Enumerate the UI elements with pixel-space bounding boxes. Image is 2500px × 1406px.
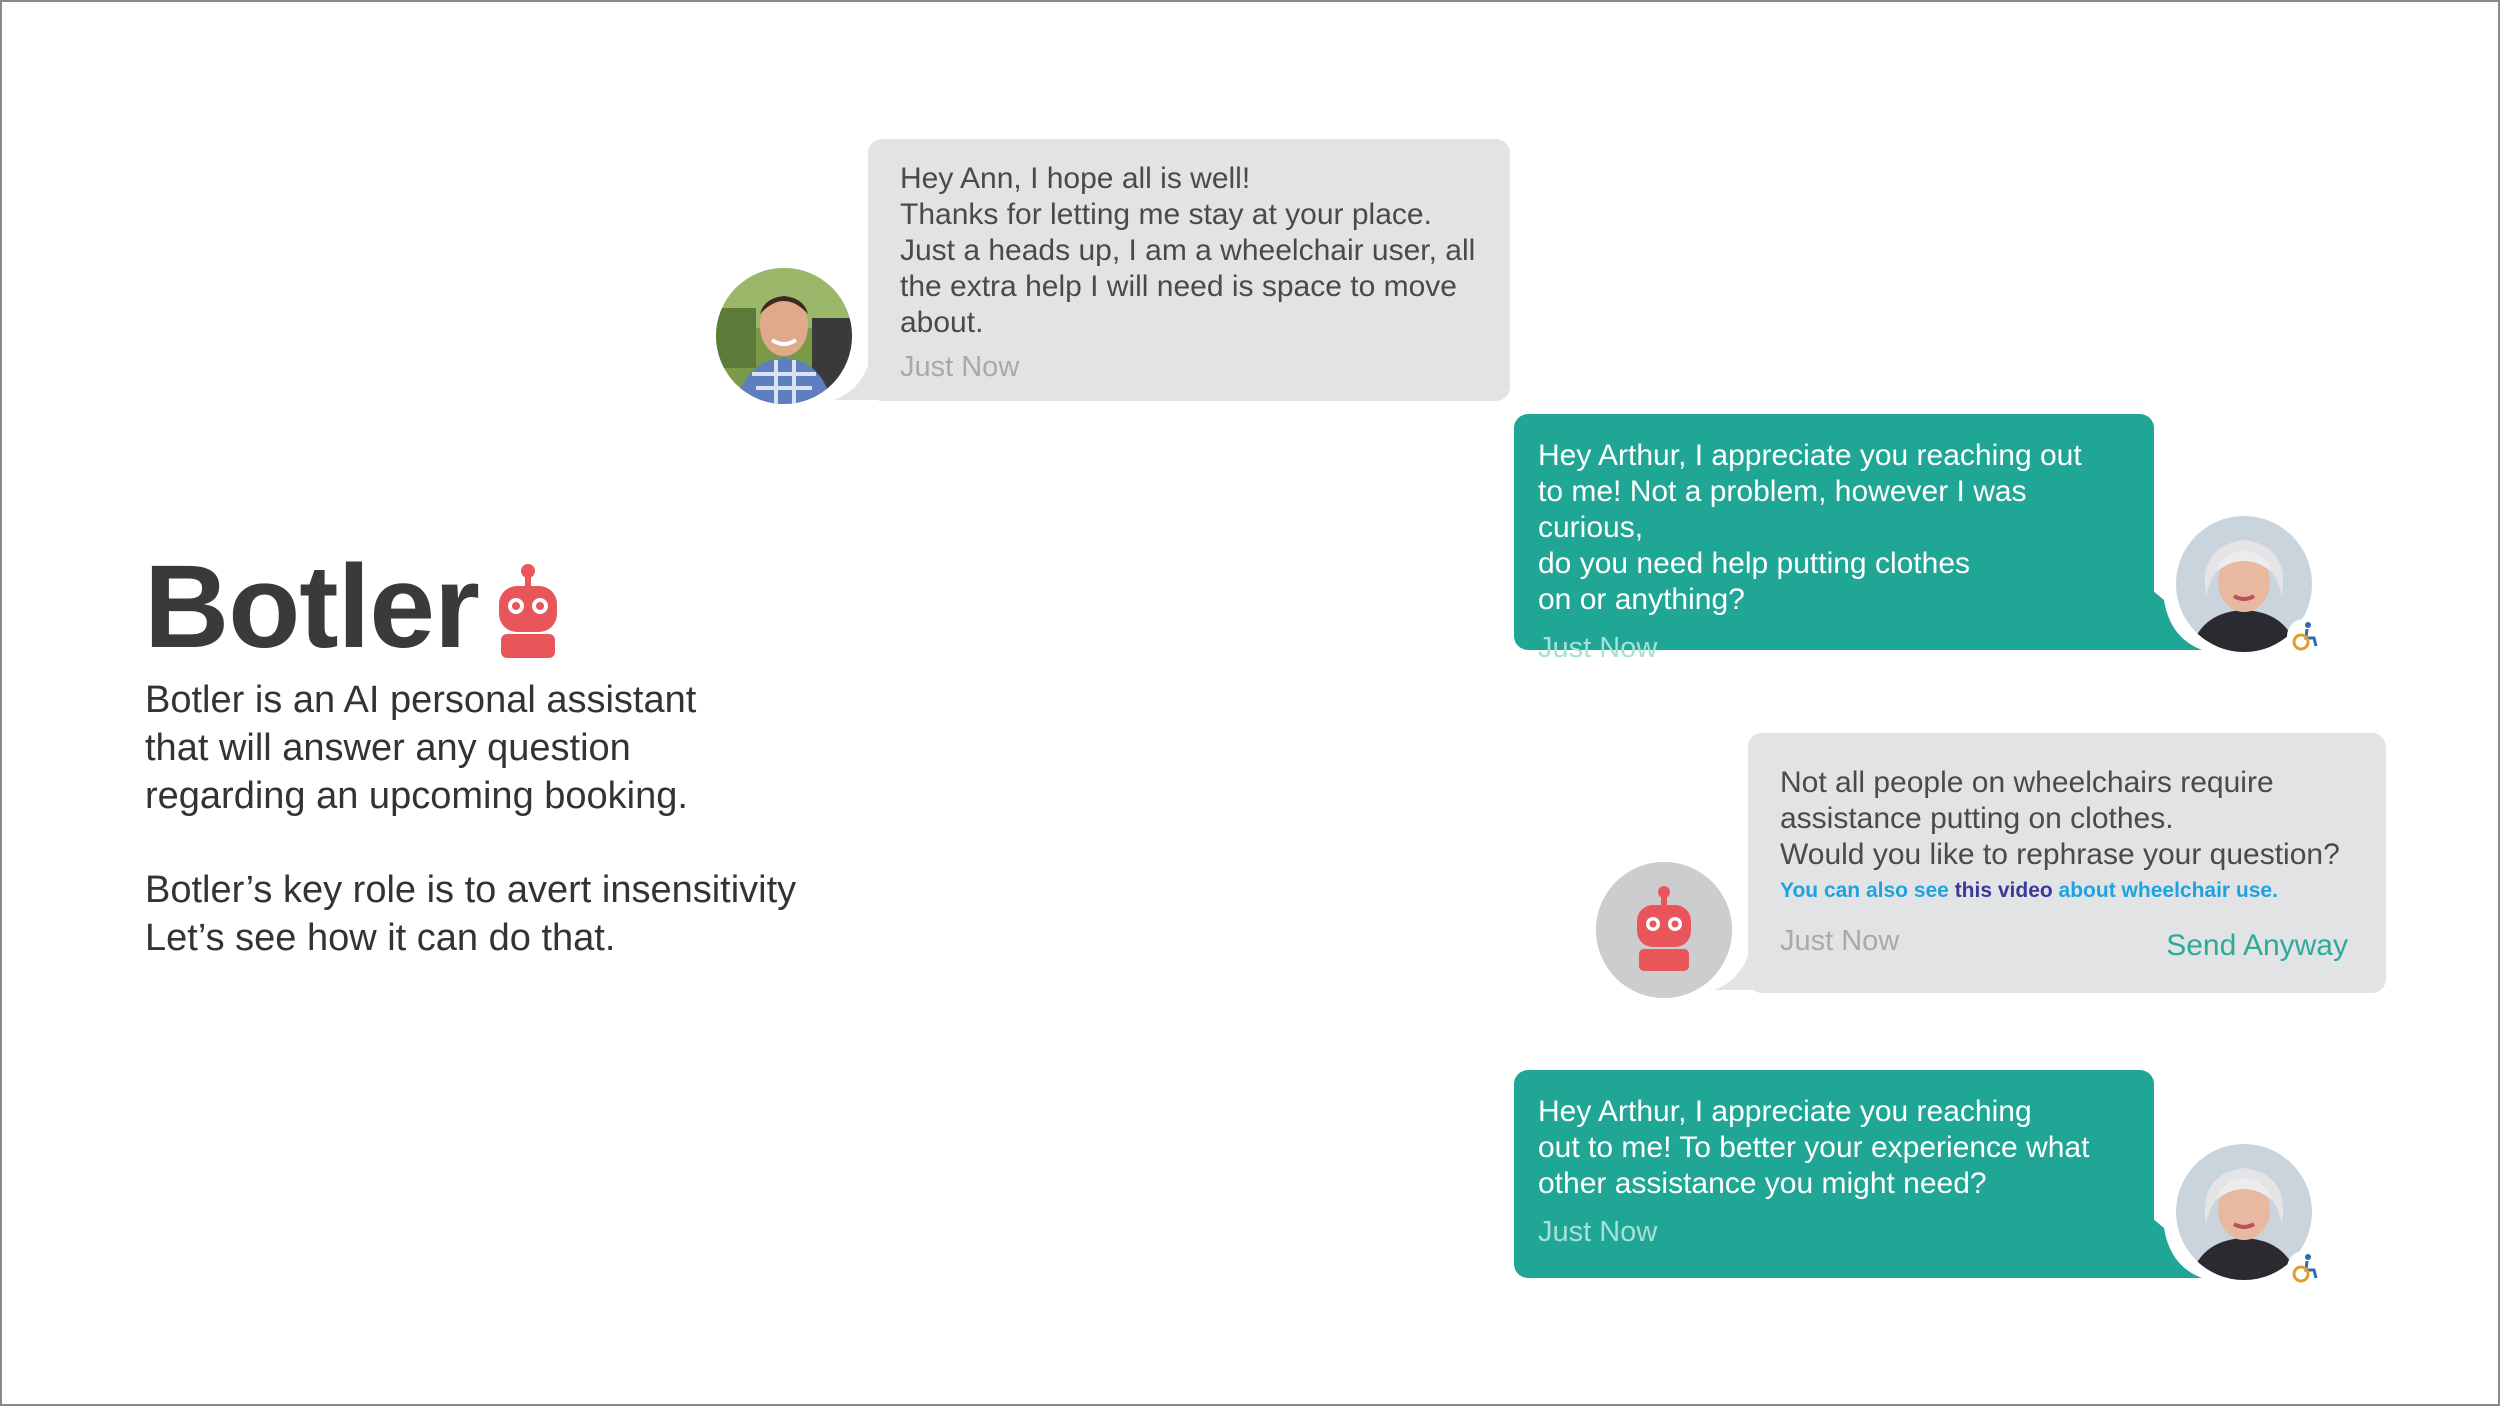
message-bubble-ann	[1514, 414, 2154, 664]
message-timestamp: Just Now	[1538, 632, 1658, 664]
message-text: Hey Arthur, I appreciate you reaching out to me! Not a problem, however I was curious, do you need help putting clothes on or anything?	[1538, 439, 2082, 616]
wheelchair-icon	[2286, 1250, 2322, 1286]
message-bubble-ann	[1514, 1070, 2154, 1278]
video-link[interactable]: this video	[1954, 879, 2053, 902]
help-link-line	[1780, 879, 2354, 903]
send-anyway-button[interactable]: Send Anyway	[2166, 929, 2348, 962]
message-bubble-botler	[1748, 733, 2386, 993]
intro-paragraph-1: Botler is an AI personal assistant that will answer any question regarding an upcoming booking.	[145, 679, 697, 817]
message-text: Not all people on wheelchairs require assistance putting on clothes. Would you like to rephrase your question?	[1780, 766, 2340, 871]
message-text: Hey Ann, I hope all is well! Thanks for letting me stay at your place. Just a heads up, I am a wheelchair user, all the extra help I will need is space to move about.	[900, 162, 1476, 339]
avatar-arthur[interactable]	[710, 262, 858, 410]
intro-paragraph-2: Botler’s key role is to avert insensitivity Let’s see how it can do that.	[145, 869, 797, 959]
message-timestamp: Just Now	[1538, 1216, 1658, 1248]
link-suffix: about wheelchair use.	[2052, 879, 2278, 902]
link-prefix: You can also see	[1780, 879, 1955, 902]
message-bubble-arthur	[868, 139, 1510, 401]
message-timestamp: Just Now	[1780, 925, 1900, 957]
avatar-botler[interactable]	[1590, 856, 1738, 1004]
brand-header	[144, 541, 559, 673]
wheelchair-icon	[2286, 618, 2322, 654]
robot-icon	[497, 564, 559, 660]
intro-text	[145, 676, 945, 1008]
brand-title: Botler	[144, 541, 479, 673]
message-timestamp: Just Now	[900, 351, 1020, 383]
message-text: Hey Arthur, I appreciate you reaching out to me! To better your experience what other assistance you might need?	[1538, 1095, 2090, 1200]
